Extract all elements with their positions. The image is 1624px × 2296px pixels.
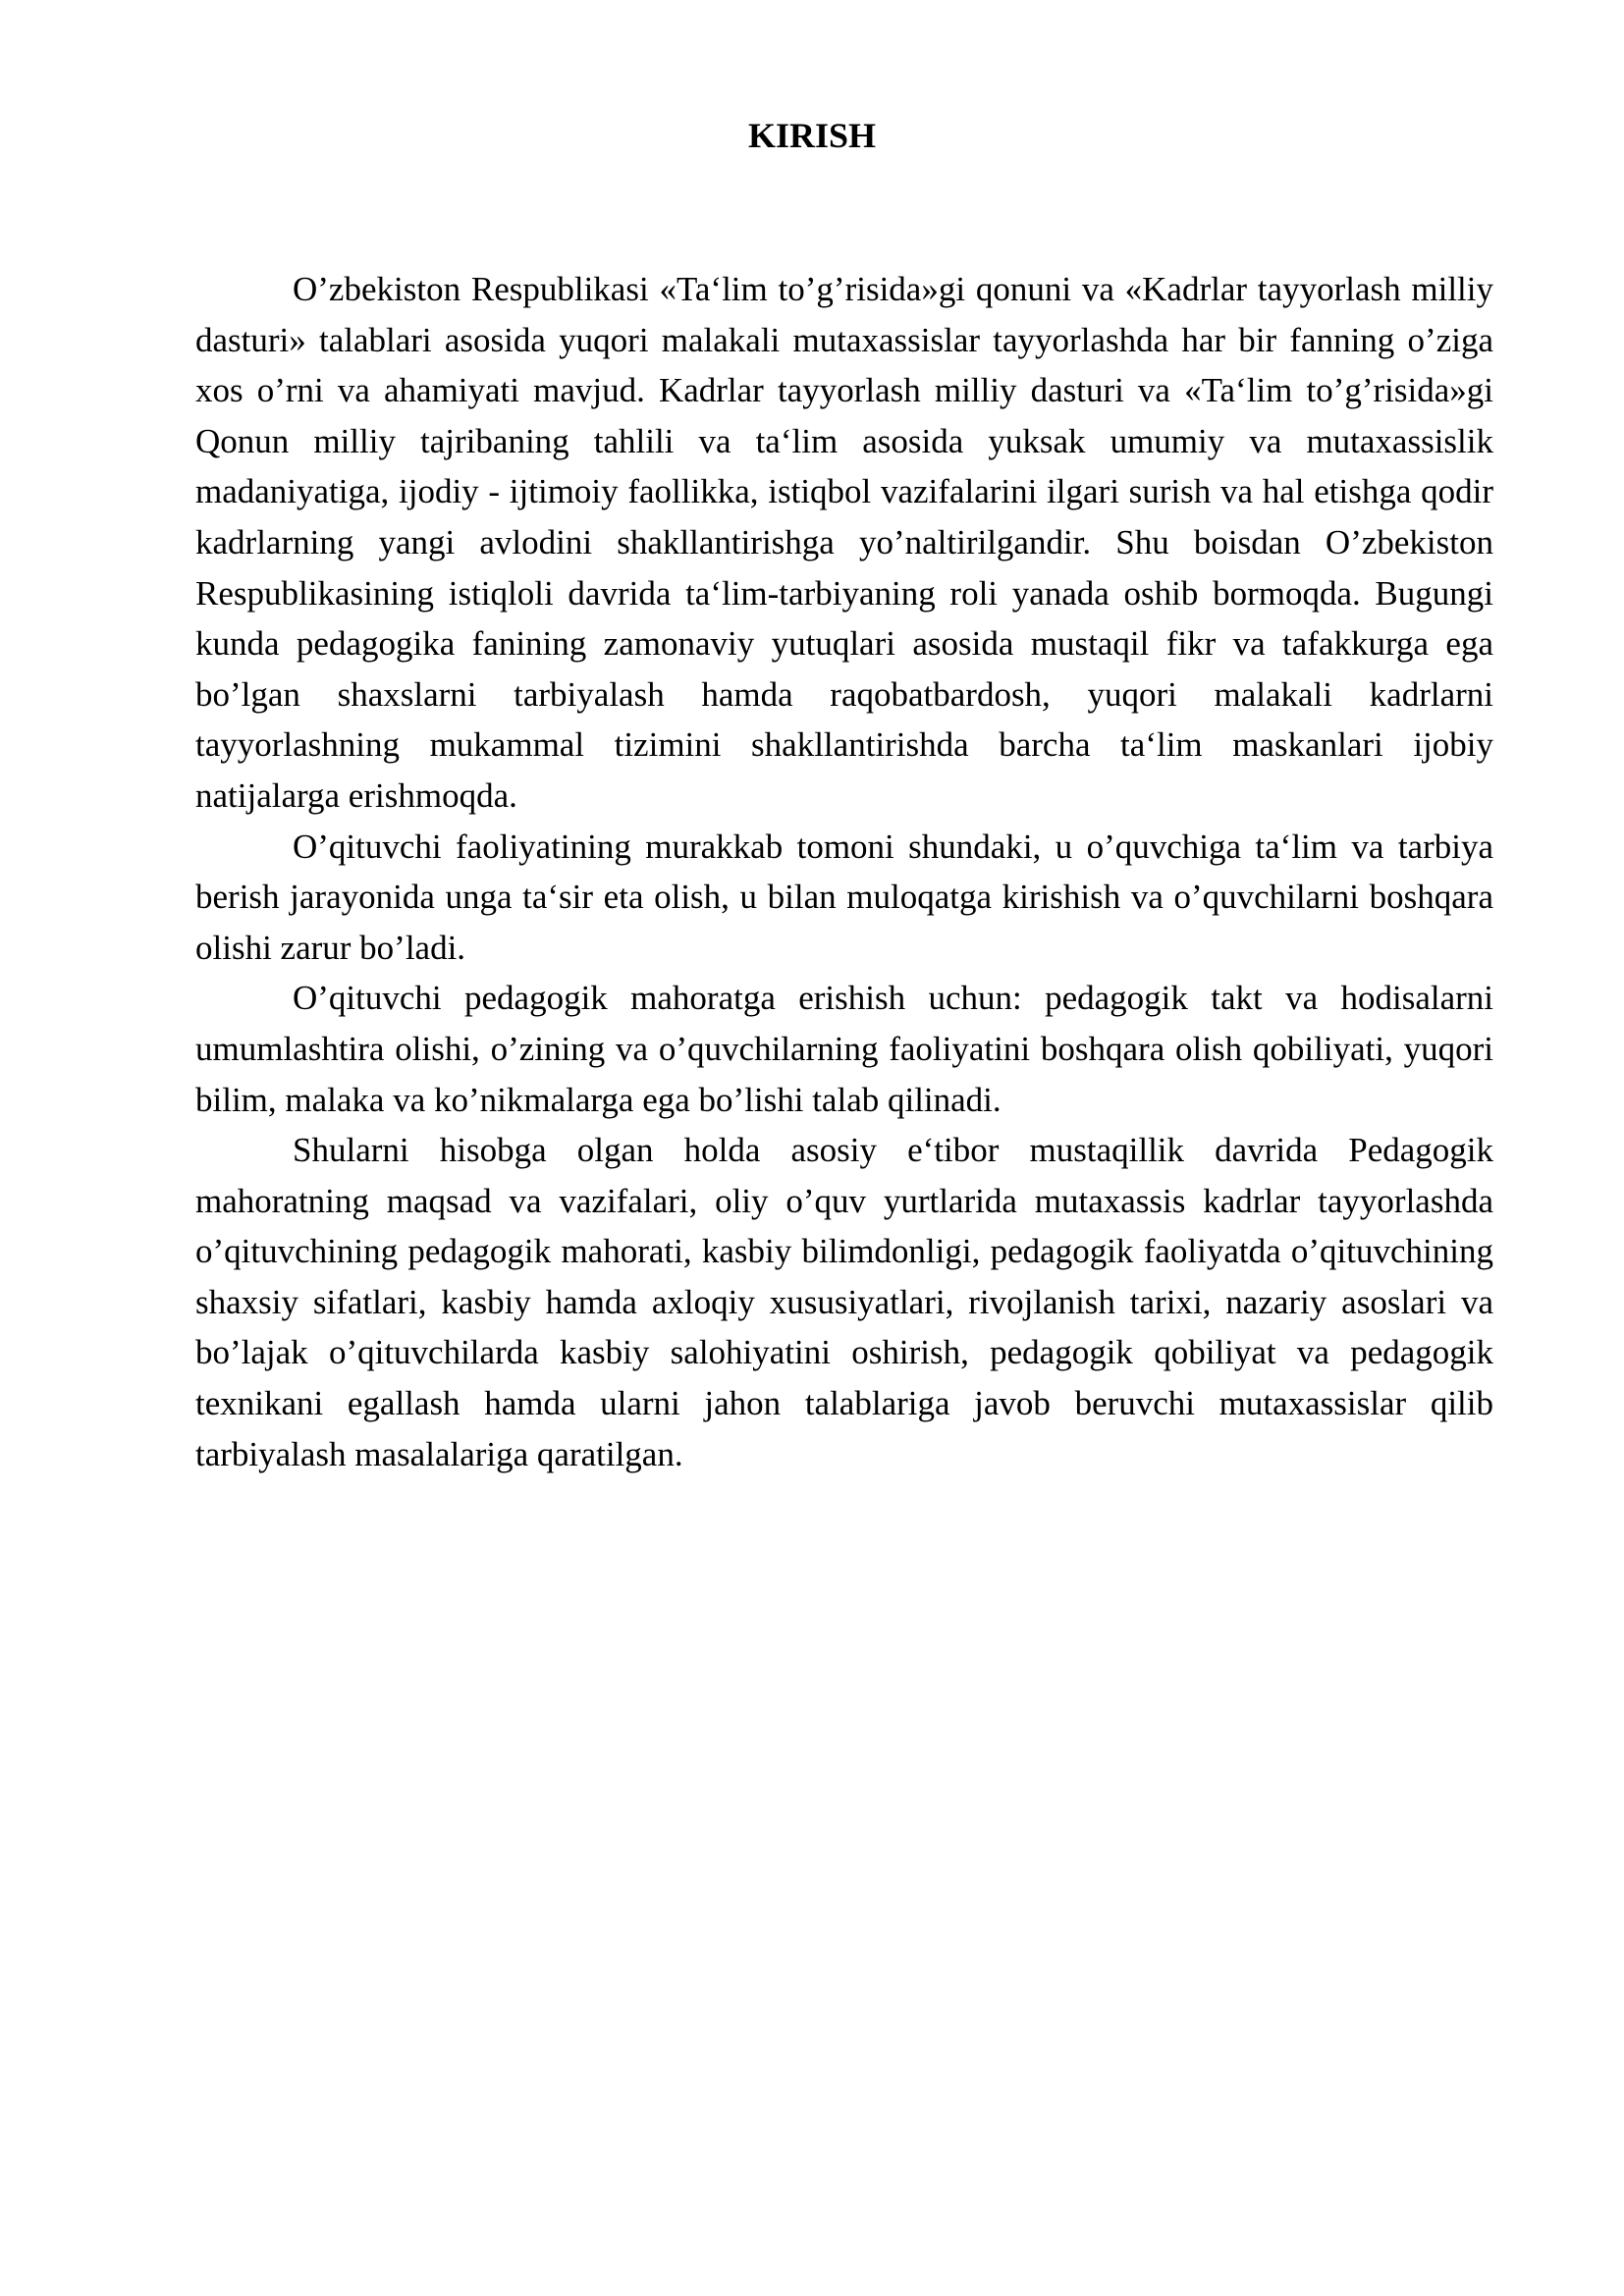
body-paragraph-3: O’qituvchi pedagogik mahoratga erishish uchun: pedagogik takt va hodisalarni umumlashtira olishi, o’zining va o’quvchilarning faoliyatini boshqara olish qobiliyati, yuqori bilim, malaka va ko’nikmalarga ega bo’lishi talab qilinadi. (195, 979, 1493, 1119)
body-paragraph-1: O’zbekiston Respublikasi «Ta‘lim to’g’risida»gi qonuni va «Kadrlar tayyorlash milliy dasturi» talablari asosida yuqori malakali mutaxassislar tayyorlashda har bir fanning o’ziga xos o’rni va ahamiyati mavjud. Kadrlar tayyorlash milliy dasturi va «Ta‘lim to’g’risida»gi Qonun milliy tajribaning tahlili va ta‘lim asosida yuksak umumiy va mutaxassislik madaniyatiga, ijodiy - ijtimoiy faollikka, istiqbol vazifalarini ilgari surish va hal etishga qodir kadrlarning yangi avlodini shakllantirishga yo’naltirilgandir. Shu boisdan O’zbekiston Respublikasining istiqloli davrida ta‘lim-tarbiyaning roli yanada oshib bormoqda. Bugungi kunda pedagogika fanining zamonaviy yutuqlari asosida mustaqil fikr va tafakkurga ega bo’lgan shaxslarni tarbiyalash hamda raqobatbardosh, yuqori malakali kadrlarni tayyorlashning mukammal tizimini shakllantirishda barcha ta‘lim maskanlari ijobiy natijalarga erishmoqda. (195, 270, 1493, 815)
body-paragraph-4: Shularni hisobga olgan holda asosiy e‘tibor mustaqillik davrida Pedagogik mahoratning maqsad va vazifalari, oliy o’quv yurtlarida mutaxassis kadrlar tayyorlashda o’qituvchining pedagogik mahorati, kasbiy bilimdonligi, pedagogik faoliyatda o’qituvchining shaxsiy sifatlari, kasbiy hamda axloqiy xususiyatlari, rivojlanish tarixi, nazariy asoslari va bo’lajak o’qituvchilarda kasbiy salohiyatini oshirish, pedagogik qobiliyat va pedagogik texnikani egallash hamda ularni jahon talablariga javob beruvchi mutaxassislar qilib tarbiyalash masalalariga qaratilgan. (195, 1131, 1493, 1473)
page-title: KIRISH (747, 116, 877, 155)
body-paragraph-2: O’qituvchi faoliyatining murakkab tomoni shundaki, u o’quvchiga ta‘lim va tarbiya berish jarayonida unga ta‘sir eta olish, u bilan muloqatga kirishish va o’quvchilarni boshqara olishi zarur bo’ladi. (195, 827, 1493, 967)
document-body (195, 264, 1493, 1479)
